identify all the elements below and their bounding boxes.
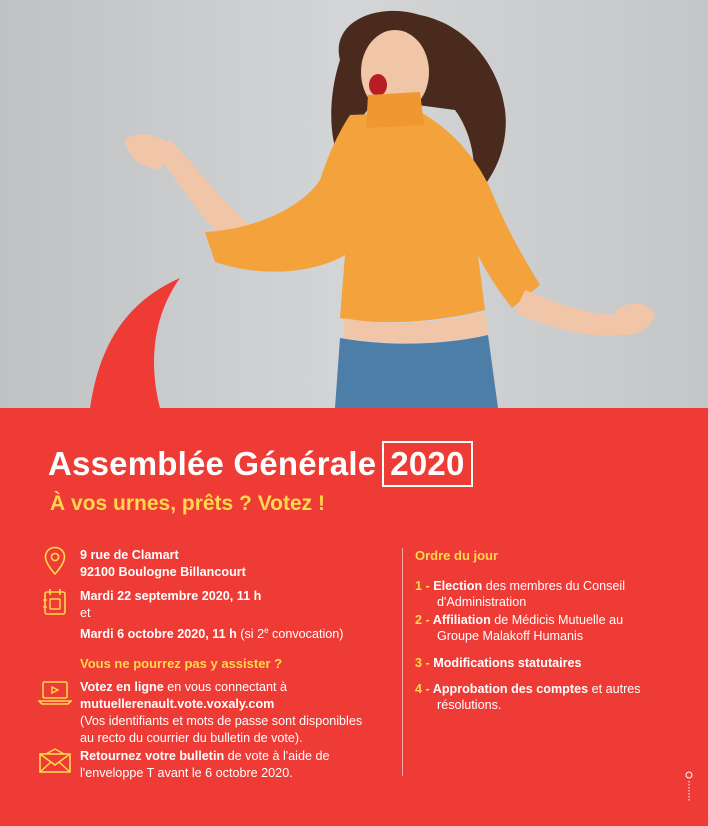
absent-heading: Vous ne pourrez pas y assister ? [80, 656, 283, 671]
left-hand [125, 135, 170, 170]
date-1: Mardi 22 septembre 2020, 11 h [80, 589, 262, 603]
date-2-note-sup: e [264, 626, 269, 635]
turtleneck-collar [366, 92, 424, 128]
title-main: Assemblée Générale [48, 445, 377, 482]
calendar-icon [42, 588, 68, 616]
agenda-item-1-bold: Election [433, 579, 483, 593]
hero-photo [0, 0, 708, 408]
title-year-box: 2020 [382, 441, 472, 487]
agenda-item-2-rest: de Médicis Mutuelle au [490, 613, 624, 627]
agenda-item-4-rest: et autres [588, 682, 641, 696]
envelope-icon [38, 748, 72, 774]
agenda-item-4-bold: Approbation des comptes [432, 682, 589, 696]
column-divider [402, 548, 403, 776]
address-line2: 92100 Boulogne Billancourt [80, 565, 246, 579]
date-2: Mardi 6 octobre 2020, 11 h [80, 627, 237, 642]
blue-jeans [335, 335, 498, 408]
speech-bubble-tail [90, 278, 180, 408]
date-2-note-pre: (si 2 [236, 627, 265, 642]
mail-vote [80, 748, 329, 782]
agenda-item-1-num: 1 - [415, 579, 434, 593]
online-note-1: (Vos identifiants et mots de passe sont disponibles [80, 714, 363, 728]
agenda-item-3 [415, 655, 582, 671]
address [80, 547, 246, 581]
agenda-item-2-num: 2 - [415, 613, 433, 627]
online-vote [80, 679, 362, 747]
date-2-note-post: convocation) [268, 627, 344, 642]
page-title [48, 440, 473, 488]
location-pin-icon [44, 546, 66, 576]
agenda-item-1-rest: des membres du Conseil [482, 579, 625, 593]
agenda-title: Ordre du jour [415, 548, 499, 563]
agenda-item-4 [415, 681, 641, 713]
vote-url-link[interactable]: mutuellerenault.vote.voxaly.com [80, 697, 275, 711]
agenda-item-2 [415, 612, 623, 644]
right-arm [515, 290, 622, 336]
agenda-item-3-num: 3 - [415, 656, 434, 670]
meeting-dates [80, 588, 343, 643]
mail-vote-bold: Retournez votre bulletin [80, 749, 225, 763]
agenda-item-2-line2: Groupe Malakoff Humanis [437, 629, 584, 643]
online-vote-rest: en vous connectant à [163, 680, 287, 694]
subtitle: À vos urnes, prêts ? Votez ! [50, 492, 325, 515]
mouth [369, 74, 387, 96]
date-connector: et [80, 606, 91, 620]
agenda-item-2-bold: Affiliation [432, 613, 491, 627]
mail-vote-line2: l'enveloppe T avant le 6 octobre 2020. [80, 766, 293, 780]
mail-vote-rest: de vote à l'aide de [224, 749, 330, 763]
agenda-item-3-bold: Modifications statutaires [433, 656, 582, 670]
right-hand [615, 304, 655, 335]
laptop-icon [38, 680, 72, 706]
agenda-item-4-line2: résolutions. [437, 698, 502, 712]
address-line1: 9 rue de Clamart [80, 548, 179, 562]
online-note-2: au recto du courrier du bulletin de vote). [80, 731, 303, 745]
agenda-item-1 [415, 578, 625, 610]
online-vote-bold: Votez en ligne [80, 680, 164, 694]
printer-mark-icon [684, 770, 694, 804]
agenda-item-4-num: 4 - [415, 682, 433, 696]
agenda-item-1-line2: d'Administration [437, 595, 527, 609]
woman-jumping-illustration [0, 0, 708, 408]
